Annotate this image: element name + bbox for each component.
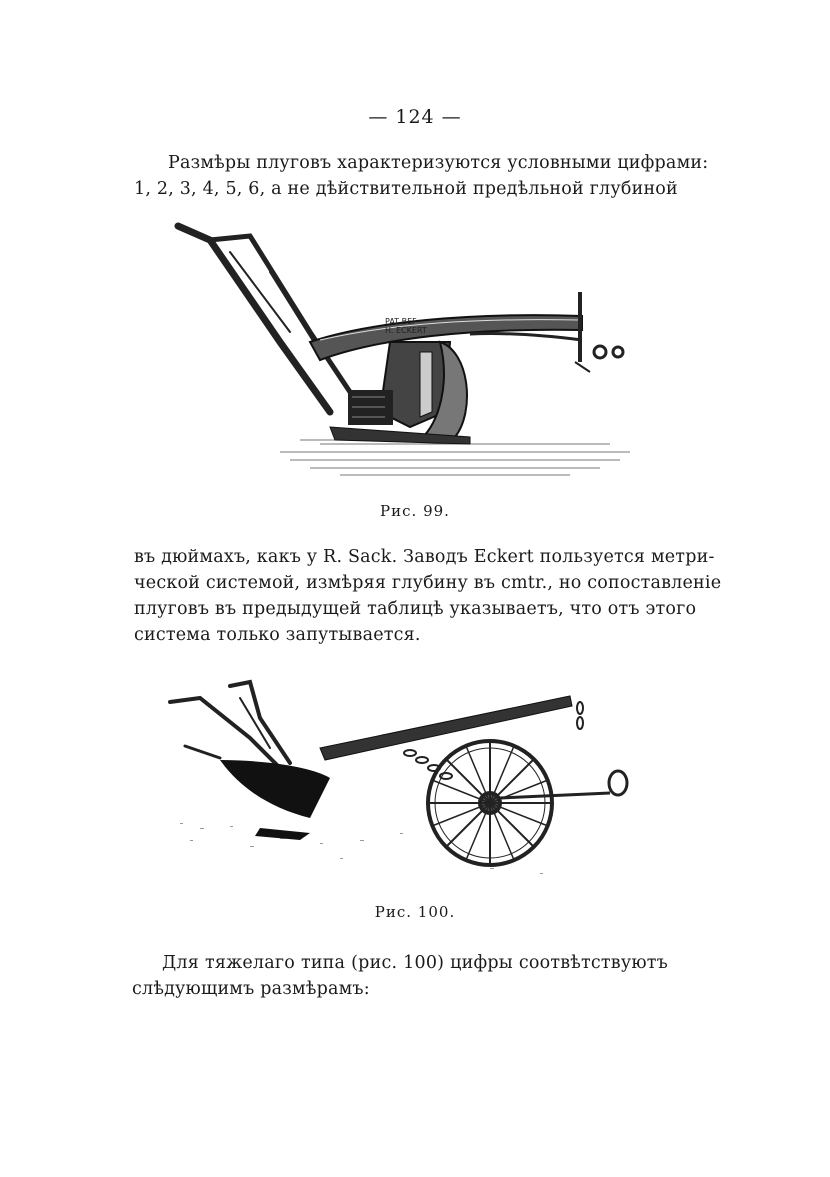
plough-beam (320, 696, 572, 760)
text-line: 1, 2, 3, 4, 5, 6, а не дѣйствительной предѣльной глубиной (134, 179, 678, 199)
plough-engraving (170, 212, 640, 482)
mouldboard (220, 760, 330, 818)
figure-100-wheeled-plough-illustration (160, 668, 640, 893)
beam-lettering: H. ECKERT (385, 326, 427, 335)
paragraph-closing (132, 950, 668, 1002)
ground-hatching (280, 440, 630, 475)
page-number: — 124 — (368, 106, 462, 128)
figure-100-caption: Рис. 100. (374, 903, 456, 921)
plough-body (330, 342, 470, 444)
text-line: система только запутывается. (134, 625, 421, 645)
text-line: слѣдующимъ размѣрамъ: (132, 979, 370, 999)
plough-handles (178, 226, 360, 412)
paragraph-intro (134, 150, 709, 202)
text-line: ческой системой, измѣряя глубину въ cmtr., но сопоставленіе (134, 573, 722, 593)
hitch-clevis (575, 292, 623, 372)
paragraph-body (134, 544, 722, 648)
beam-lettering: PAT BEF (385, 317, 417, 326)
figure-99-caption: Рис. 99. (380, 502, 450, 520)
text-line: плуговъ въ предыдущей таблицѣ указываетъ, что отъ этого (134, 599, 697, 619)
plough-share (255, 828, 310, 840)
wheeled-plough-engraving (160, 668, 640, 893)
text-line: Размѣры плуговъ характеризуются условными цифрами: (168, 153, 709, 173)
figure-99-plough-illustration (170, 212, 640, 482)
land-wheel (428, 741, 552, 865)
text-line: въ дюймахъ, какъ у R. Sack. Заводъ Eckert пользуется метри- (134, 547, 715, 567)
text-line: Для тяжелаго типа (рис. 100) цифры соотвѣтствуютъ (162, 953, 668, 973)
